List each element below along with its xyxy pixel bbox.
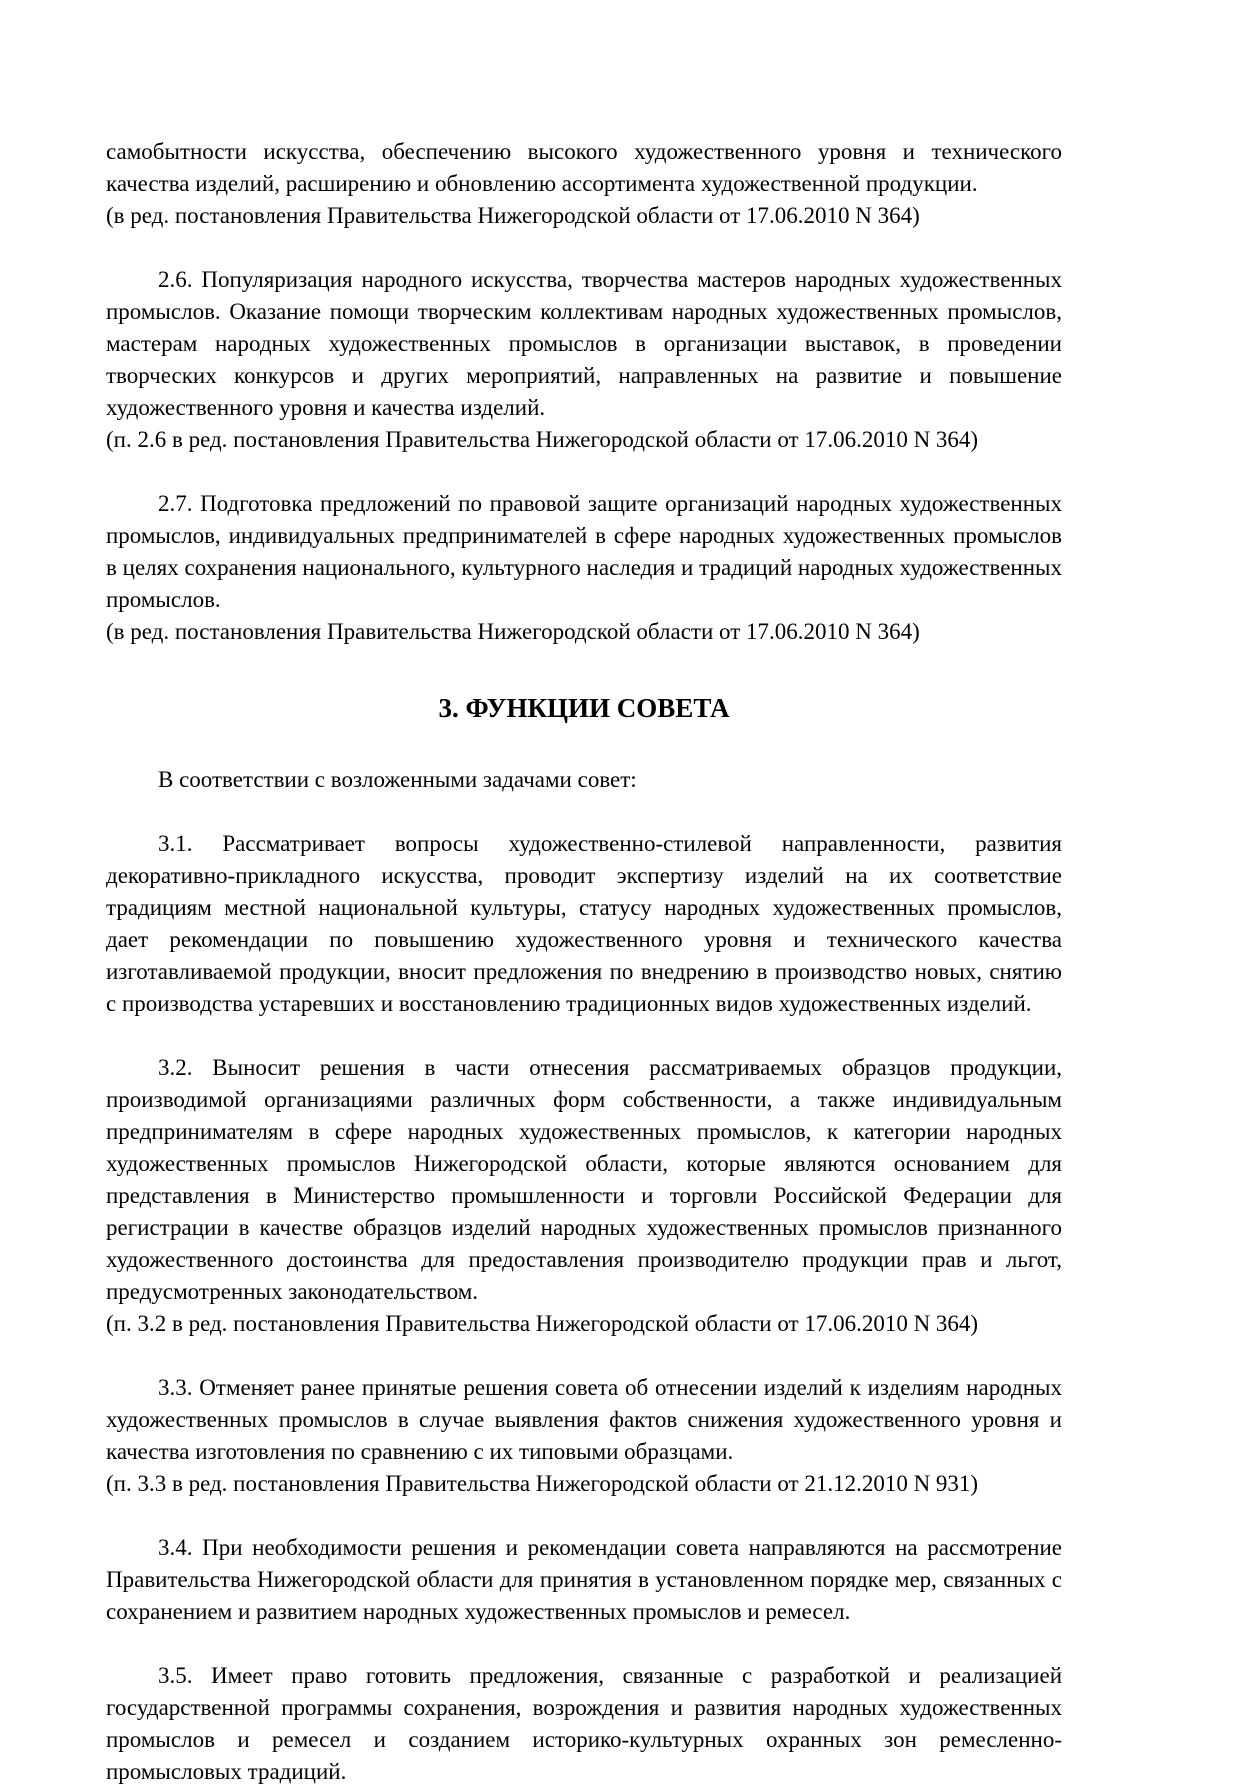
paragraph-3-1: 3.1. Рассматривает вопросы художественно-стилевой направленности, развития декоративно-прикладного искусства, проводит экспертизу изделий на их соответствие традициям местной национальной культуры, статусу народных художественных промыслов, дает рекомендации по повышению художественного уровня и технического качества изготавливаемой продукции, вносит предложения по внедрению в производство новых, снятию с производства устаревших и восстановлению традиционных видов художественных изделий. <box>106 831 1062 1016</box>
edit-note: (п. 2.6 в ред. постановления Правительства Нижегородской области от 17.06.2010 N 364) <box>106 427 979 452</box>
paragraph-3-2: 3.2. Выносит решения в части отнесения рассматриваемых образцов продукции, производимой организациями различных форм собственности, а также индивидуальным предпринимателям в сфере народных художественных промыслов, к категории народных художественных промыслов Нижегородской области, которые являются основанием для представления в Министерство промышленности и торговли Российской Федерации для регистрации в качестве образцов изделий народных художественных промыслов признанного художественного достоинства для предоставления производителю продукции прав и льгот, предусмотренных законодательством. <box>106 1055 1062 1304</box>
paragraph-continuation: самобытности искусства, обеспечению высокого художественного уровня и технического качества изделий, расширению и обновлению ассортимента художественной продукции. <box>106 139 1062 196</box>
paragraph-intro: В соответствии с возложенными задачами совет: <box>158 767 637 792</box>
edit-note: (п. 3.3 в ред. постановления Правительства Нижегородской области от 21.12.2010 N 931) <box>106 1471 979 1496</box>
edit-note: (п. 3.2 в ред. постановления Правительства Нижегородской области от 17.06.2010 N 364) <box>106 1311 979 1336</box>
paragraph-2-6: 2.6. Популяризация народного искусства, творчества мастеров народных художественных промыслов. Оказание помощи творческим коллективам народных художественных промыслов, мастерам народных художественных промыслов в организации выставок, в проведении творческих конкурсов и других мероприятий, направленных на развитие и повышение художественного уровня и качества изделий. <box>106 267 1062 420</box>
document-page <box>106 136 1062 1788</box>
edit-note: (в ред. постановления Правительства Нижегородской области от 17.06.2010 N 364) <box>106 203 920 228</box>
paragraph-3-3: 3.3. Отменяет ранее принятые решения совета об отнесении изделий к изделиям народных художественных промыслов в случае выявления фактов снижения художественного уровня и качества изготовления по сравнению с их типовыми образцами. <box>106 1375 1062 1464</box>
paragraph-2-7: 2.7. Подготовка предложений по правовой защите организаций народных художественных промыслов, индивидуальных предпринимателей в сфере народных художественных промыслов в целях сохранения национального, культурного наследия и традиций народных художественных промыслов. <box>106 491 1062 612</box>
edit-note: (в ред. постановления Правительства Нижегородской области от 17.06.2010 N 364) <box>106 619 920 644</box>
paragraph-3-5: 3.5. Имеет право готовить предложения, связанные с разработкой и реализацией государственной программы сохранения, возрождения и развития народных художественных промыслов и ремесел и созданием историко-культурных охранных зон ремесленно-промысловых традиций. <box>106 1663 1062 1784</box>
section-heading: 3. ФУНКЦИИ СОВЕТА <box>438 693 730 723</box>
paragraph-3-4: 3.4. При необходимости решения и рекомендации совета направляются на рассмотрение Правительства Нижегородской области для принятия в установленном порядке мер, связанных с сохранением и развитием народных художественных промыслов и ремесел. <box>106 1535 1062 1624</box>
